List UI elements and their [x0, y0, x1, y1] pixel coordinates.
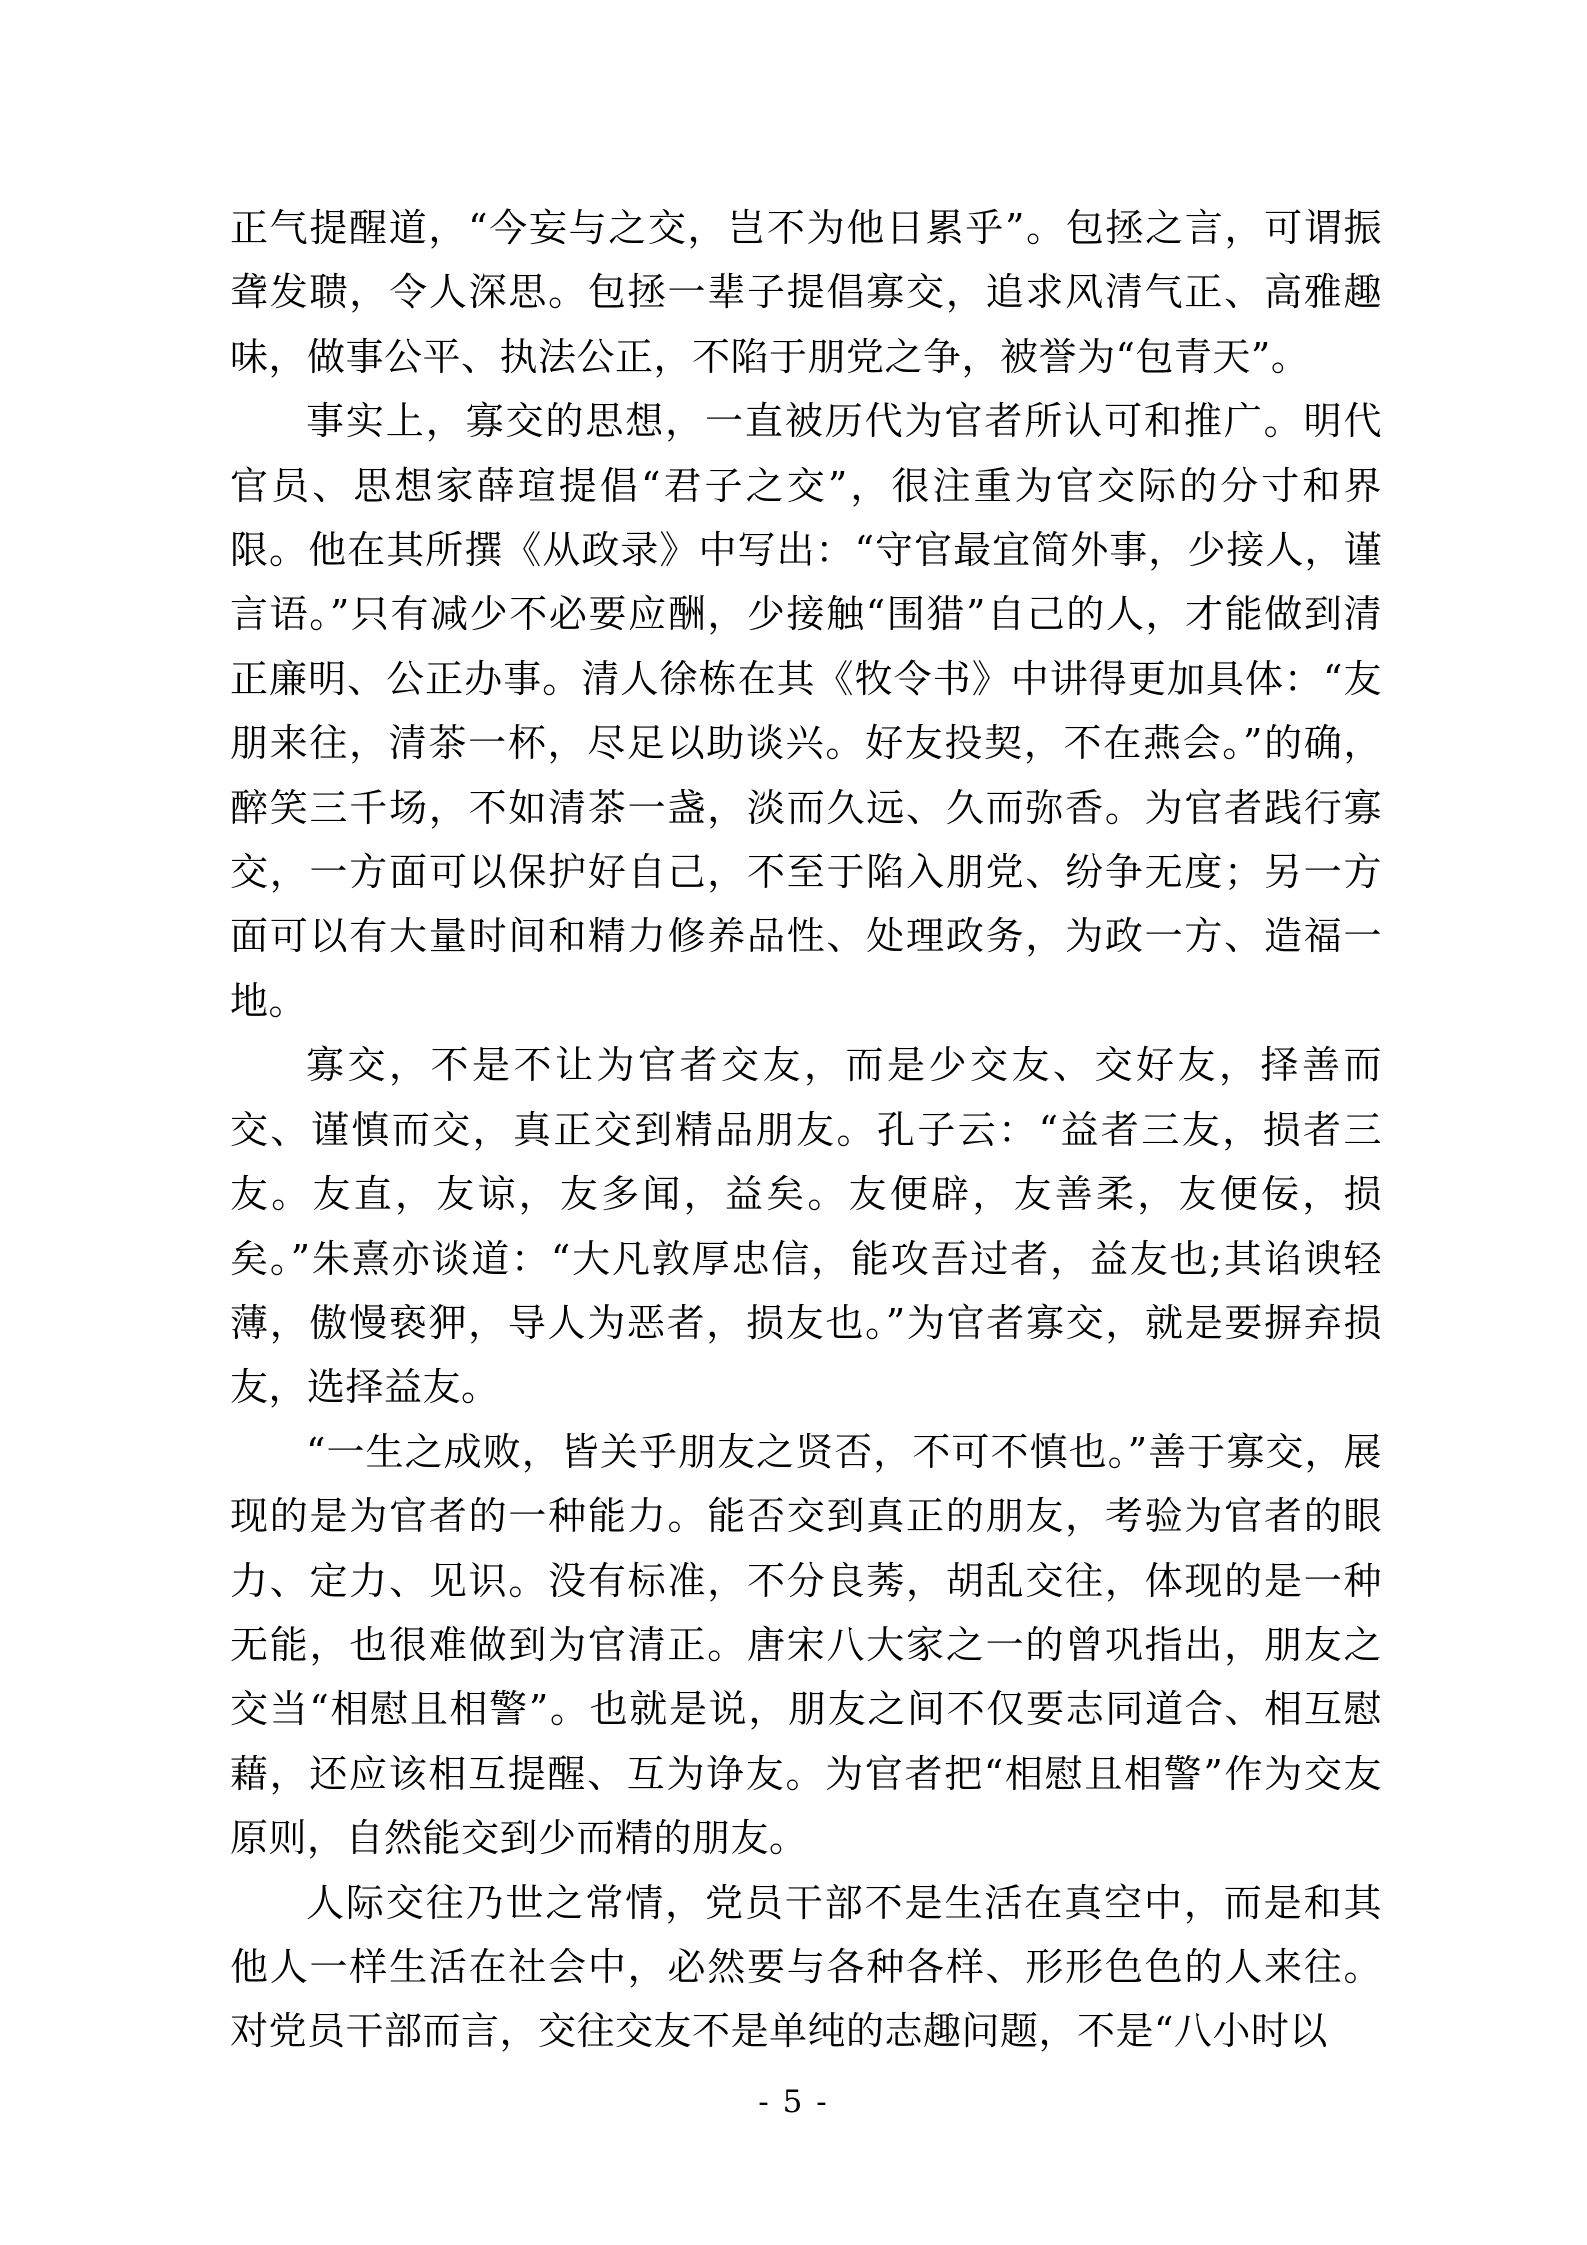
paragraph: 事实上，寡交的思想，一直被历代为官者所认可和推广。明代官员、思想家薛瑄提倡“君子之交”，很注重为官交际的分寸和界限。他在其所撰《从政录》中写出：“守官最宜简外事，少接人，谨言语。”只有减少不必要应酬，少接触“围猎”自己的人，才能做到清正廉明、公正办事。清人徐栋在其《牧令书》中讲得更加具体：“友朋来往，清茶一杯，尽足以助谈兴。好友投契，不在燕会。”的确，醉笑三千场，不如清茶一盏，淡而久远、久而弥香。为官者践行寡交，一方面可以保护好自己，不至于陷入朋党、纷争无度；另一方面可以有大量时间和精力修养品性、处理政务，为政一方、造福一地。 — [230, 399, 1382, 1023]
paragraph: 寡交，不是不让为官者交友，而是少交友、交好友，择善而交、谨慎而交，真正交到精品朋友。孔子云：“益者三友，损者三友。友直，友谅，友多闻，益矣。友便辟，友善柔，友便佞，损矣。”朱熹亦谈道：“大凡敦厚忠信，能攻吾过者，益友也;其谄谀轻薄，傲慢亵狎，导人为恶者，损友也。”为官者寡交，就是要摒弃损友，选择益友。 — [230, 1043, 1382, 1410]
text-body — [230, 196, 1382, 2064]
page-number: - 5 - — [758, 2084, 829, 2120]
paragraph: “一生之成败，皆关乎朋友之贤否，不可不慎也。”善于寡交，展现的是为官者的一种能力。能否交到真正的朋友，考验为官者的眼力、定力、见识。没有标准，不分良莠，胡乱交往，体现的是一种无能，也很难做到为官清正。唐宋八大家之一的曾巩指出，朋友之交当“相慰且相警”。也就是说，朋友之间不仅要志同道合、相互慰藉，还应该相互提醒、互为诤友。为官者把“相慰且相警”作为交友原则，自然能交到少而精的朋友。 — [230, 1429, 1382, 1861]
paragraph-continuation: 正气提醒道，“今妄与之交，岂不为他日累乎”。包拯之言，可谓振聋发聩，令人深思。包拯一辈子提倡寡交，追求风清气正、高雅趣味，做事公平、执法公正，不陷于朋党之争，被誉为“包青天”。 — [230, 206, 1382, 379]
paragraph: 人际交往乃世之常情，党员干部不是生活在真空中，而是和其他人一样生活在社会中，必然要与各种各样、形形色色的人来往。对党员干部而言，交往交友不是单纯的志趣问题，不是“八小时以 — [230, 1880, 1382, 2054]
